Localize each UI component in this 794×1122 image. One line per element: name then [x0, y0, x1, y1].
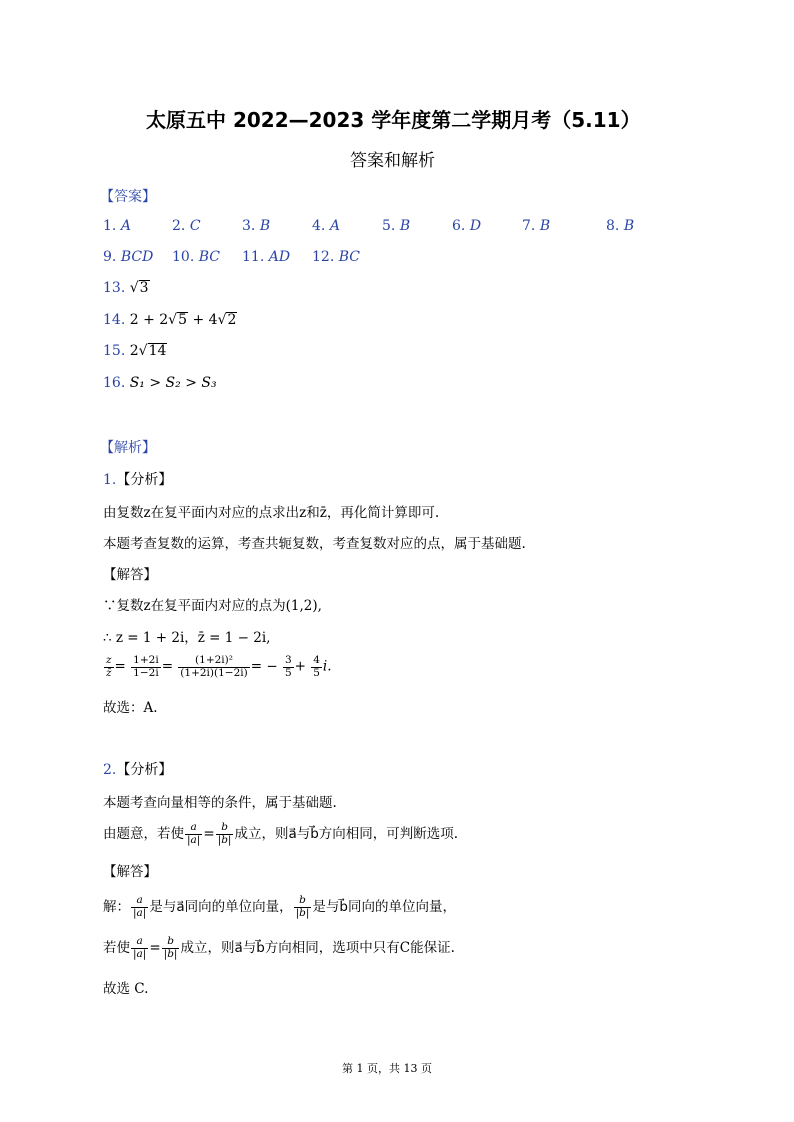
- text-part: 是与b⃗同向的单位向量，: [312, 899, 456, 915]
- s2-line-5: 故选 C.: [103, 981, 149, 997]
- answer-value: D: [469, 218, 482, 234]
- answer-number: 8.: [606, 218, 620, 234]
- section-number: 2.: [103, 762, 117, 778]
- numerator: a: [131, 936, 148, 949]
- radicand: 2: [227, 312, 237, 328]
- expr-part: 2 + 2: [129, 312, 169, 328]
- denominator: |a|: [133, 948, 147, 960]
- answer-item: [382, 218, 410, 234]
- numerator: a: [185, 822, 202, 835]
- answer-number: 13.: [103, 280, 126, 296]
- answer-number: 7.: [522, 218, 536, 234]
- text-part: 由题意，若使: [103, 826, 184, 842]
- fraction: [131, 655, 161, 679]
- answer-16: [103, 375, 217, 391]
- answer-number: 2.: [172, 218, 186, 234]
- s1-line-6: 故选：A.: [103, 700, 158, 716]
- answer-item: [312, 249, 360, 265]
- numerator: 4: [313, 654, 320, 666]
- answer-item: [172, 249, 220, 265]
- answer-item: [242, 249, 290, 265]
- answer-number: 12.: [312, 249, 335, 265]
- section-label: 【分析】: [116, 762, 173, 778]
- s1-line-3: ∵复数z在复平面内对应的点为(1,2),: [103, 598, 322, 614]
- s1-jieda: 【解答】: [103, 567, 157, 583]
- answer-item: [606, 218, 634, 234]
- page-footer: 第 1 页，共 13 页: [342, 1062, 432, 1075]
- expr-part: i.: [322, 658, 332, 675]
- answer-value: C: [189, 218, 201, 234]
- numerator: b: [216, 822, 234, 835]
- section-label: 【分析】: [116, 472, 173, 488]
- s2-heading: [103, 759, 172, 779]
- fraction: [131, 936, 148, 960]
- text-part: 成立，则a⃗与b⃗方向相同，可判断选项.: [234, 826, 459, 842]
- numerator: a: [131, 895, 148, 908]
- s2-line-2: 由题意，若使 $\frac{a}{|a|}$ = $\frac{b}{|b|}$ 成立，则a⃗与b⃗方向相同，可判断选项.: [103, 821, 459, 846]
- fraction: [131, 895, 148, 919]
- expr-part: 2: [129, 343, 139, 359]
- s1-formula: $\frac{z}{z̄}$ = $\frac{1+2i}{1-2i}$ = $\frac{\text{(1+2i)²}}{(1+2i)(1-2i)}$ = − $\frac{3}{5}$ + $\frac{4}{5}$ i.: [106, 654, 332, 679]
- answer-value: B: [539, 218, 551, 234]
- answer-14: 14. 2 + 2√5 + 4√2: [103, 312, 237, 328]
- answer-value: AD: [268, 249, 291, 265]
- page-title: 太原五中 2022—2023 学年度第二学期月考（5.11）: [146, 108, 641, 132]
- denominator: (1+2i)(1−2i): [180, 666, 248, 679]
- answer-item: [522, 218, 550, 234]
- page-subtitle: 答案和解析: [350, 151, 435, 171]
- radicand: 5: [178, 312, 188, 328]
- fraction: [294, 895, 312, 919]
- fraction: [283, 655, 294, 679]
- numerator: b: [162, 936, 180, 949]
- s2-jieda: 【解答】: [103, 864, 157, 880]
- answer-15: 15. 2√14: [103, 343, 167, 359]
- answer-value: B: [259, 218, 271, 234]
- text-part: 是与a⃗同向的单位向量，: [149, 899, 293, 915]
- numerator: 1+2i: [133, 654, 159, 666]
- answers-header: 【答案】: [100, 189, 156, 205]
- fraction: [104, 655, 114, 679]
- denominator: 5: [284, 666, 292, 679]
- s1-line-4: ∴ z = 1 + 2i，z̄ = 1 − 2i,: [103, 630, 271, 646]
- text-part: 解：: [103, 899, 130, 915]
- fraction: [185, 822, 202, 846]
- fraction: [311, 655, 322, 679]
- answer-number: 14.: [103, 312, 126, 328]
- s1-line-2: 本题考查复数的运算，考查共轭复数，考查复数对应的点，属于基础题.: [103, 536, 526, 552]
- answer-item: [172, 218, 201, 234]
- fraction: [216, 822, 234, 846]
- denominator: 5: [313, 666, 320, 679]
- answer-item: [312, 218, 340, 234]
- numerator: 3: [284, 654, 292, 666]
- numerator: b: [294, 895, 312, 908]
- answer-number: 3.: [242, 218, 256, 234]
- numerator: (1+2i)²: [178, 655, 249, 668]
- answer-item: [242, 218, 270, 234]
- text-part: 若使: [103, 940, 130, 956]
- answer-value: B: [399, 218, 411, 234]
- s1-heading: [103, 469, 172, 489]
- answer-item: [103, 218, 131, 234]
- answer-number: 1.: [103, 218, 117, 234]
- answer-number: 4.: [312, 218, 326, 234]
- radicand: 14: [148, 343, 167, 359]
- answer-number: 11.: [242, 249, 265, 265]
- answer-number: 16.: [103, 375, 126, 391]
- denominator: z̄: [106, 666, 112, 679]
- analysis-header: 【解析】: [100, 440, 156, 456]
- text-part: 成立，则a⃗与b⃗方向相同，选项中只有C能保证.: [180, 940, 455, 956]
- answer-value: B: [623, 218, 635, 234]
- denominator: |b|: [217, 834, 232, 846]
- answer-number: 6.: [452, 218, 466, 234]
- denominator: |b|: [295, 907, 310, 919]
- fraction: [162, 936, 180, 960]
- section-number: 1.: [103, 472, 117, 488]
- s2-line-4: 若使 $\frac{a}{|a|}$ = $\frac{b}{|b|}$ 成立，则a⃗与b⃗方向相同，选项中只有C能保证.: [103, 935, 455, 960]
- answer-value: BC: [198, 249, 220, 265]
- answer-number: 5.: [382, 218, 396, 234]
- radicand: 3: [139, 280, 149, 296]
- expr-part: + 4: [188, 312, 218, 328]
- s2-line-1: 本题考查向量相等的条件，属于基础题.: [103, 795, 337, 811]
- s2-line-3: [103, 895, 456, 920]
- answer-value: BCD: [120, 249, 154, 265]
- answer-number: 9.: [103, 249, 117, 265]
- denominator: |b|: [163, 948, 178, 960]
- answer-value: A: [329, 218, 340, 234]
- answer-value: BC: [338, 249, 360, 265]
- answer-value: A: [120, 218, 131, 234]
- answer-number: 15.: [103, 343, 126, 359]
- denominator: |a|: [133, 907, 147, 919]
- answer-13: 13. √3: [103, 280, 149, 296]
- expr-part: S₁ > S₂ > S₃: [129, 375, 217, 391]
- denominator: 1−2i: [133, 666, 159, 679]
- fraction: [178, 655, 249, 679]
- answer-item: [103, 249, 153, 265]
- answer-number: 10.: [172, 249, 195, 265]
- numerator: z: [106, 654, 112, 666]
- denominator: |a|: [187, 834, 201, 846]
- s1-line-1: 由复数z在复平面内对应的点求出z和z̄，再化简计算即可.: [103, 505, 440, 521]
- answer-item: [452, 218, 481, 234]
